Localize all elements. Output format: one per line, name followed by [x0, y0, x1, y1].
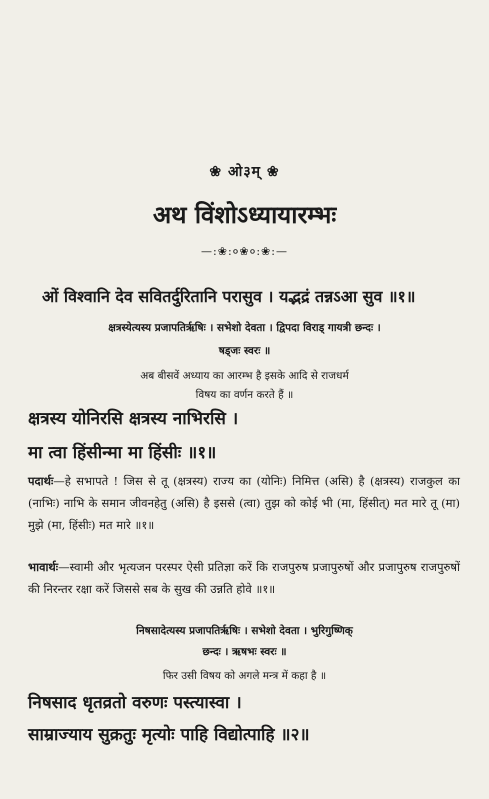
mantra2-line1: निषसाद धृतव्रतो वरुणः पस्त्यास्वा । — [28, 693, 242, 713]
bhavarth-paragraph — [28, 556, 460, 600]
chapter-title: अथ विंशोऽध्यायारम्भः — [152, 200, 337, 229]
mantra1-line1: क्षत्रस्य योनिरसि क्षत्रस्य नाभिरसि । — [28, 409, 239, 429]
mantra2-rishi-devata: निषसादेत्यस्य प्रजापतिर्ऋषिः । सभेशो देवता । भुरिगुष्णिक् — [136, 625, 353, 637]
ornamental-divider: —:❀:०❀०:❀:— — [201, 245, 288, 258]
mantra1-svara: षड्जः स्वरः ॥ — [218, 345, 271, 357]
bhavarth-label: भावार्थः — [28, 560, 59, 574]
chapter-intro-line1: अब बीसवें अध्याय का आरम्भ है इसके आदि से राजधर्म — [140, 370, 349, 382]
padarth-label: पदार्थः — [28, 474, 54, 488]
chapter-intro-line2: विषय का वर्णन करते हैं ॥ — [195, 389, 294, 401]
padarth-text: —हे सभापते ! जिस से तू (क्षत्रस्य) राज्य का (योनिः) निमित्त (असि) है (क्षत्रस्य) राजकुल का (नाभिः) नाभि के समान जीवनहेतु (असि) है इससे (त्वा) तुझ को कोई भी (मा, हिंसीत्) मत मारे तू (मा) मुझे (मा, हिंसीः) मत मारे ॥१॥ — [28, 474, 460, 532]
om-heading: ❀ ओ३म् ❀ — [209, 164, 280, 180]
mantra2-intro: फिर उसी विषय को अगले मन्त्र में कहा है ॥ — [162, 670, 327, 682]
mantra2-svara: छन्दः । ऋषभः स्वरः ॥ — [202, 646, 287, 658]
mantra2-line2: साम्राज्याय सुक्रतुः मृत्योः पाहि विद्योत्पाहि ॥२॥ — [28, 725, 310, 745]
opening-mantra: ओं विश्वानि देव सवितर्दुरितानि परासुव । यद्भद्रं तन्नऽआ सुव ॥१॥ — [42, 287, 416, 306]
bhavarth-text: —स्वामी और भृत्यजन परस्पर ऐसी प्रतिज्ञा करें कि राजपुरुष प्रजापुरुषों और प्रजापुरुष राजपुरुषों की निरन्तर रक्षा करें जिससे सब के सुख की उन्नति होवे ॥१॥ — [28, 560, 460, 596]
mantra1-rishi-devata: क्षत्रस्येत्यस्य प्रजापतिर्ऋषिः । सभेशो देवता । द्विपदा विराड् गायत्री छन्दः । — [108, 322, 381, 334]
mantra1-line2: मा त्वा हिंसीन्मा मा हिंसीः ॥१॥ — [28, 443, 217, 463]
padarth-paragraph — [28, 470, 460, 536]
